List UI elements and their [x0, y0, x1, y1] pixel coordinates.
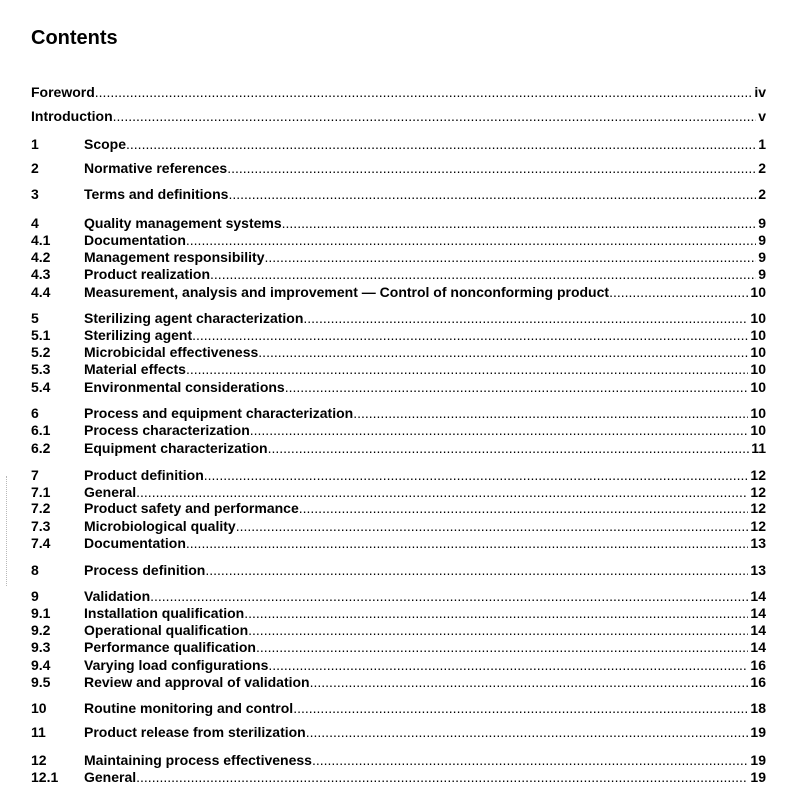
toc-entry-title: Management responsibility [84, 249, 265, 265]
toc-entry-number: 5.4 [31, 379, 51, 395]
toc-entry[interactable] [31, 440, 766, 457]
toc-entry-number: 5.1 [31, 327, 51, 343]
toc-entry[interactable] [31, 249, 766, 266]
margin-marks [6, 476, 11, 586]
dot-leader [293, 700, 748, 717]
toc-entry-page: 12 [750, 500, 766, 516]
toc-entry-title: Sterilizing agent characterization [84, 310, 304, 326]
toc-entry[interactable] [31, 500, 766, 517]
dot-leader [268, 657, 748, 674]
toc-entry[interactable] [31, 344, 766, 361]
toc-entry-page: v [758, 108, 766, 124]
toc-entry-page: 1 [758, 136, 766, 152]
toc-entry-title: Routine monitoring and control [84, 700, 294, 716]
toc-entry[interactable] [31, 284, 766, 301]
toc-entry-page: 12 [750, 518, 766, 534]
toc-entry-page: 18 [750, 700, 766, 716]
toc-entry-title: Installation qualification [84, 605, 245, 621]
toc-entry-page: 12 [750, 484, 766, 500]
toc-entry-number: 4 [31, 215, 39, 231]
toc-entry-page: 19 [750, 769, 766, 785]
toc-entry-page: 12 [750, 467, 766, 483]
dot-leader [205, 562, 748, 579]
dot-leader [285, 379, 749, 396]
toc-entry-title: Foreword [31, 84, 95, 100]
toc-entry-page: 10 [750, 422, 766, 438]
toc-entry[interactable] [31, 136, 766, 153]
toc-entry-title: Documentation [84, 232, 186, 248]
toc-entry-page: 19 [750, 752, 766, 768]
dot-leader [186, 535, 749, 552]
dot-leader [228, 186, 756, 203]
toc-entry[interactable] [31, 422, 766, 439]
toc-entry-page: 9 [758, 249, 766, 265]
toc-entry[interactable] [31, 266, 766, 283]
toc-entry-title: Validation [84, 588, 151, 604]
toc-entry[interactable] [31, 605, 766, 622]
toc-entry-title: Product realization [84, 266, 211, 282]
toc-entry-title: General [84, 484, 137, 500]
toc-entry-page: 9 [758, 215, 766, 231]
dot-leader [227, 160, 756, 177]
toc-entry-title: Varying load configurations [84, 657, 269, 673]
toc-entry-title: Microbiological quality [84, 518, 236, 534]
toc-entry-number: 9.3 [31, 639, 51, 655]
toc-entry-title: Product release from sterilization [84, 724, 306, 740]
toc-entry-title: Process characterization [84, 422, 250, 438]
toc-entry[interactable] [31, 657, 766, 674]
toc-entry-number: 9.5 [31, 674, 51, 690]
dot-leader [192, 327, 748, 344]
toc-entry-title: Sterilizing agent [84, 327, 193, 343]
toc-entry-title: Review and approval of validation [84, 674, 310, 690]
toc-entry-page: 14 [750, 639, 766, 655]
toc-entry-number: 9.2 [31, 622, 51, 638]
dot-leader [95, 84, 753, 101]
toc-entry-title: Quality management systems [84, 215, 282, 231]
toc-entry[interactable] [31, 467, 766, 484]
toc-entry-number: 5.2 [31, 344, 51, 360]
toc-entry[interactable] [31, 84, 766, 101]
toc-entry-number: 6 [31, 405, 39, 421]
toc-entry[interactable] [31, 186, 766, 203]
dot-leader [244, 605, 748, 622]
toc-entry-page: 10 [750, 284, 766, 300]
toc-entry-title: Process definition [84, 562, 206, 578]
toc-entry-page: 19 [750, 724, 766, 740]
toc-entry[interactable] [31, 562, 766, 579]
dot-leader [303, 310, 748, 327]
toc-entry-title: Operational qualification [84, 622, 249, 638]
toc-entry[interactable] [31, 361, 766, 378]
toc-entry-title: Performance qualification [84, 639, 256, 655]
toc-entry-title: Documentation [84, 535, 186, 551]
toc-entry-title: Introduction [31, 108, 113, 124]
toc-entry-number: 7.4 [31, 535, 51, 551]
dot-leader [250, 422, 749, 439]
toc-entry-page: 14 [750, 622, 766, 638]
dot-leader [236, 518, 749, 535]
toc-entry[interactable] [31, 588, 766, 605]
toc-entry-number: 10 [31, 700, 47, 716]
toc-entry-page: 14 [750, 605, 766, 621]
toc-entry[interactable] [31, 405, 766, 422]
dot-leader [113, 108, 757, 125]
dot-leader [258, 344, 748, 361]
toc-entry-title: Maintaining process effectiveness [84, 752, 312, 768]
dot-leader [312, 752, 748, 769]
toc-entry-number: 9.1 [31, 605, 51, 621]
dot-leader [282, 215, 757, 232]
toc-entry-title: Product safety and performance [84, 500, 299, 516]
toc-entry[interactable] [31, 108, 766, 125]
dot-leader [204, 467, 749, 484]
toc-entry[interactable] [31, 535, 766, 552]
toc-entry-number: 4.4 [31, 284, 51, 300]
toc-entry[interactable] [31, 310, 766, 327]
toc-entry-page: 9 [758, 266, 766, 282]
toc-entry-number: 4.2 [31, 249, 51, 265]
toc-entry[interactable] [31, 379, 766, 396]
toc-entry-title: General [84, 769, 137, 785]
page-title: Contents [31, 27, 118, 49]
dot-leader [136, 484, 748, 501]
toc-entry-page: 16 [750, 657, 766, 673]
dot-leader [353, 405, 748, 422]
dot-leader [248, 622, 748, 639]
toc-entry-title: Microbicidal effectiveness [84, 344, 259, 360]
toc-entry-page: 2 [758, 160, 766, 176]
toc-entry[interactable] [31, 769, 766, 786]
dot-leader [186, 361, 748, 378]
toc-entry-page: 13 [750, 562, 766, 578]
dot-leader [210, 266, 756, 283]
dot-leader [136, 769, 748, 786]
toc-entry-page: 14 [750, 588, 766, 604]
toc-entry-title: Terms and definitions [84, 186, 229, 202]
toc-entry-number: 5 [31, 310, 39, 326]
toc-entry[interactable] [31, 484, 766, 501]
toc-entry-number: 7.3 [31, 518, 51, 534]
toc-entry[interactable] [31, 639, 766, 656]
toc-entry-number: 11 [31, 724, 46, 740]
toc-entry-title: Material effects [84, 361, 186, 377]
toc-entry-page: 10 [750, 344, 766, 360]
toc-entry-page: 13 [750, 535, 766, 551]
toc-entry-number: 1 [31, 136, 39, 152]
toc-entry[interactable] [31, 700, 766, 717]
toc-entry-page: 10 [750, 405, 766, 421]
toc-entry-page: iv [754, 84, 766, 100]
dot-leader [264, 249, 756, 266]
toc-entry-page: 10 [750, 327, 766, 343]
toc-entry-number: 7.2 [31, 500, 51, 516]
toc-entry[interactable] [31, 674, 766, 691]
toc-entry-number: 3 [31, 186, 39, 202]
dot-leader [186, 232, 756, 249]
dot-leader [256, 639, 748, 656]
toc-entry-page: 11 [751, 440, 766, 456]
toc-entry-number: 6.2 [31, 440, 51, 456]
toc-entry-number: 2 [31, 160, 39, 176]
toc-entry-number: 12 [31, 752, 47, 768]
dot-leader [299, 500, 749, 517]
toc-entry-number: 7 [31, 467, 39, 483]
toc-entry[interactable] [31, 752, 766, 769]
toc-entry-page: 10 [750, 310, 766, 326]
toc-entry-number: 6.1 [31, 422, 51, 438]
toc-entry-title: Environmental considerations [84, 379, 285, 395]
toc-entry-number: 8 [31, 562, 39, 578]
dot-leader [306, 724, 749, 741]
dot-leader [609, 284, 748, 301]
dot-leader [126, 136, 756, 153]
toc-entry-number: 9 [31, 588, 39, 604]
toc-entry-title: Measurement, analysis and improvement — Control of nonconforming product [84, 284, 610, 300]
toc-entry[interactable] [31, 518, 766, 535]
toc-entry[interactable] [31, 215, 766, 232]
toc-entry[interactable] [31, 232, 766, 249]
toc-entry-number: 5.3 [31, 361, 51, 377]
toc-entry-page: 10 [750, 361, 766, 377]
toc-entry[interactable] [31, 327, 766, 344]
toc-entry-page: 2 [758, 186, 766, 202]
toc-entry-number: 12.1 [31, 769, 59, 785]
toc-entry-page: 10 [750, 379, 766, 395]
toc-entry-number: 4.1 [31, 232, 51, 248]
toc-entry-page: 9 [758, 232, 766, 248]
toc-entry-number: 9.4 [31, 657, 51, 673]
toc-entry-number: 4.3 [31, 266, 51, 282]
toc-entry[interactable] [31, 724, 766, 741]
toc-entry-page: 16 [750, 674, 766, 690]
toc-entry-title: Scope [84, 136, 127, 152]
dot-leader [268, 440, 750, 457]
toc-entry[interactable] [31, 622, 766, 639]
toc-entry-number: 7.1 [31, 484, 51, 500]
toc-entry[interactable] [31, 160, 766, 177]
toc-entry-title: Process and equipment characterization [84, 405, 354, 421]
dot-leader [150, 588, 748, 605]
toc-entry-title: Normative references [84, 160, 228, 176]
dot-leader [310, 674, 749, 691]
toc-entry-title: Product definition [84, 467, 204, 483]
toc-entry-title: Equipment characterization [84, 440, 268, 456]
